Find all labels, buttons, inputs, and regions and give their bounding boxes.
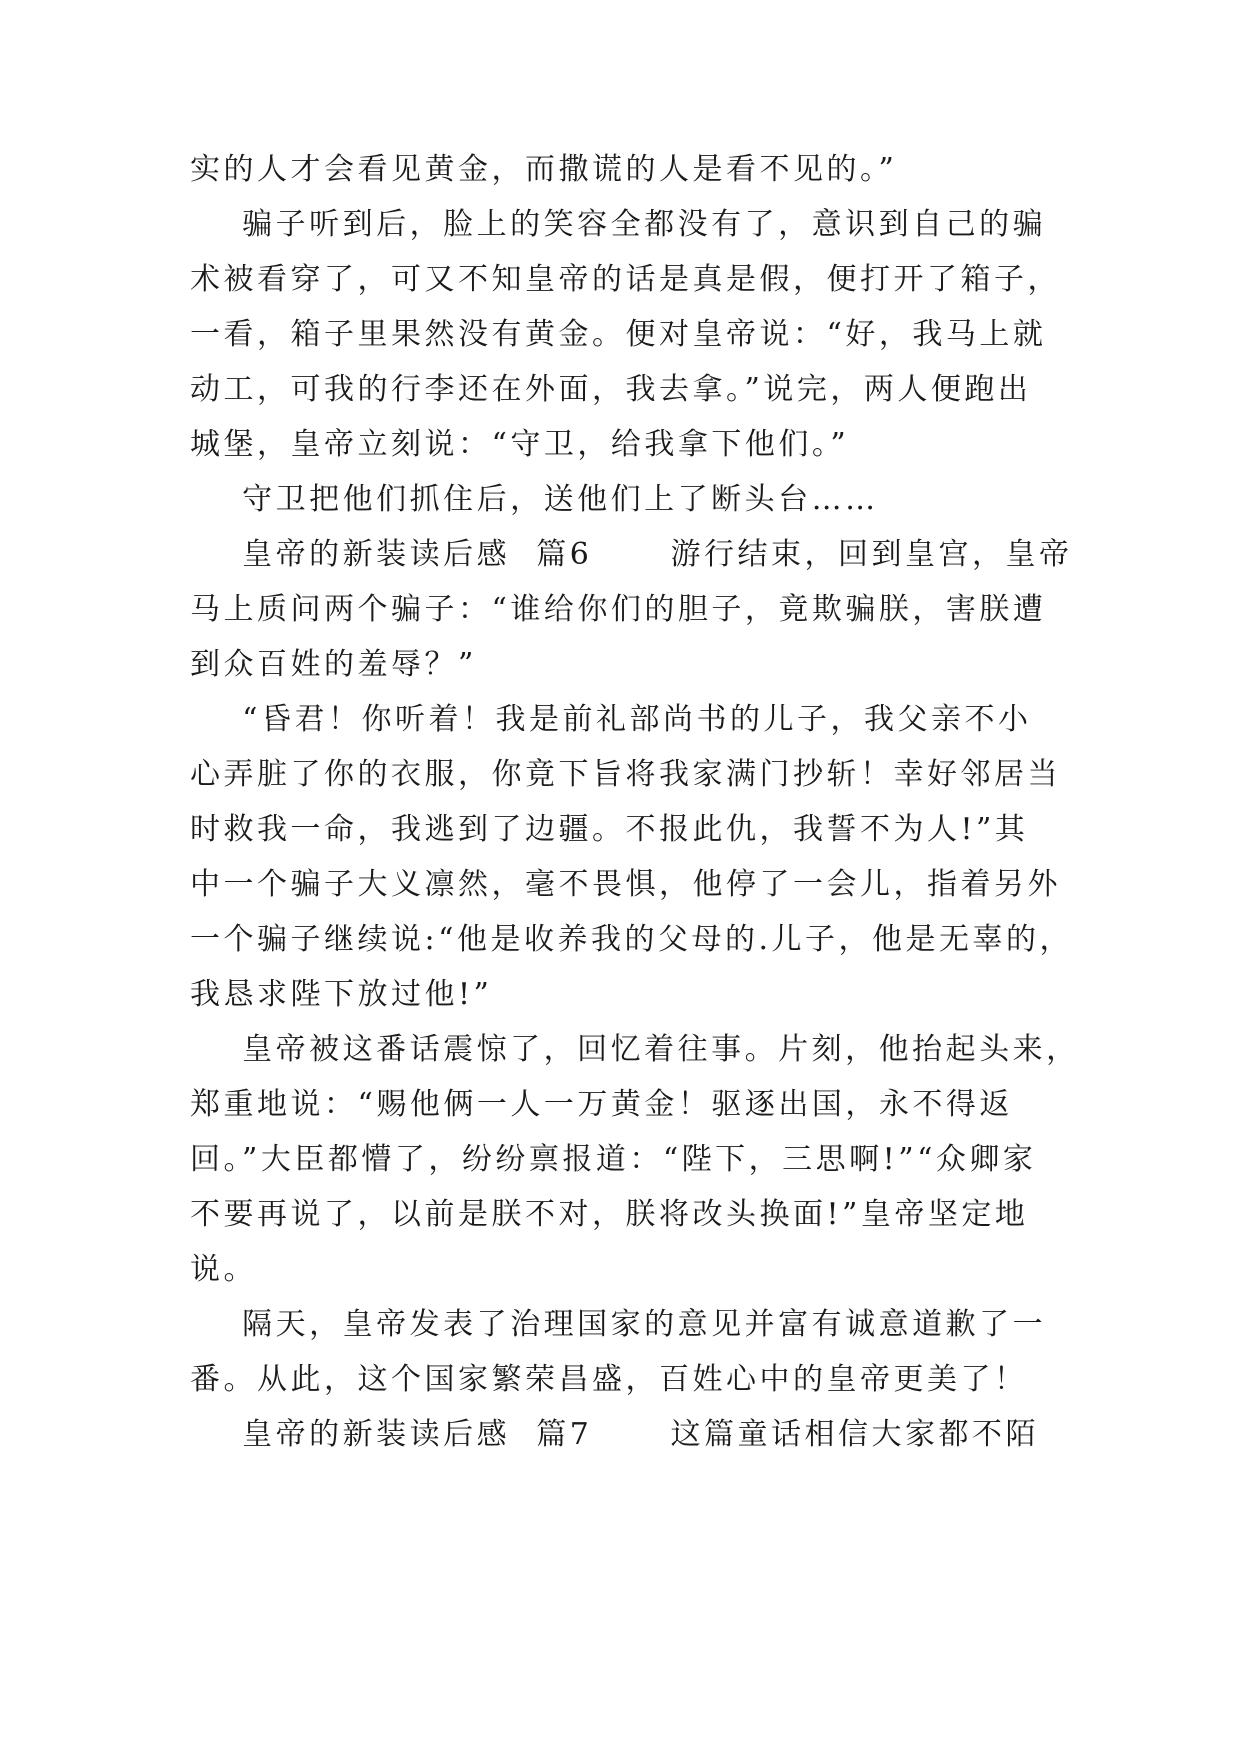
text-line: 隔天，皇帝发表了治理国家的意见并富有诚意道歉了一 (190, 1307, 1047, 1342)
text-line: 一看，箱子里果然没有黄金。便对皇帝说：“好，我马上就 (190, 317, 1047, 352)
section-heading-line: 皇帝的新装读后感 篇6 游行结束，回到皇宫，皇帝 (190, 537, 1073, 572)
text-line: 番。从此，这个国家繁荣昌盛，百姓心中的皇帝更美了！ (190, 1362, 1028, 1397)
text-line: 一个骗子继续说:“他是收养我的父母的.儿子，他是无辜的， (190, 922, 1073, 957)
text-line: 心弄脏了你的衣服，你竟下旨将我家满门抄斩！幸好邻居当 (190, 757, 1061, 792)
text-line: 回。”大臣都懵了，纷纷禀报道：“陛下，三思啊!”“众卿家 (190, 1142, 1037, 1177)
text-line: 骗子听到后，脸上的笑容全都没有了，意识到自己的骗 (190, 207, 1047, 242)
text-line: 中一个骗子大义凛然，毫不畏惧，他停了一会儿，指着另外 (190, 867, 1061, 902)
text-line: 动工，可我的行李还在外面，我去拿。”说完，两人便跑出 (190, 372, 1032, 407)
text-line: “昏君！你听着！我是前礼部尚书的儿子，我父亲不小 (190, 702, 1032, 737)
text-line: 说。 (190, 1252, 257, 1287)
text-line: 郑重地说：“赐他俩一人一万黄金！驱逐出国，永不得返 (190, 1087, 1013, 1122)
text-line: 皇帝被这番话震惊了，回忆着往事。片刻，他抬起头来， (190, 1032, 1080, 1067)
section-heading-line: 皇帝的新装读后感 篇7 这篇童话相信大家都不陌 (190, 1417, 1040, 1452)
text-line: 马上质问两个骗子：“谁给你们的胆子，竟欺骗朕，害朕遭 (190, 592, 1047, 627)
text-line: 时救我一命，我逃到了边疆。不报此仇，我誓不为人!”其 (190, 812, 1029, 847)
text-line: 术被看穿了，可又不知皇帝的话是真是假，便打开了箱子， (190, 262, 1061, 297)
text-line: 实的人才会看见黄金，而撒谎的人是看不见的。” (190, 152, 898, 187)
text-line: 守卫把他们抓住后，送他们上了断头台…… (190, 482, 879, 517)
text-line: 城堡，皇帝立刻说：“守卫，给我拿下他们。” (190, 427, 850, 462)
text-line: 我恳求陛下放过他!” (190, 977, 493, 1012)
text-line: 不要再说了，以前是朕不对，朕将改头换面!”皇帝坚定地 (190, 1197, 1029, 1232)
text-line: 到众百姓的羞辱？” (190, 647, 477, 682)
